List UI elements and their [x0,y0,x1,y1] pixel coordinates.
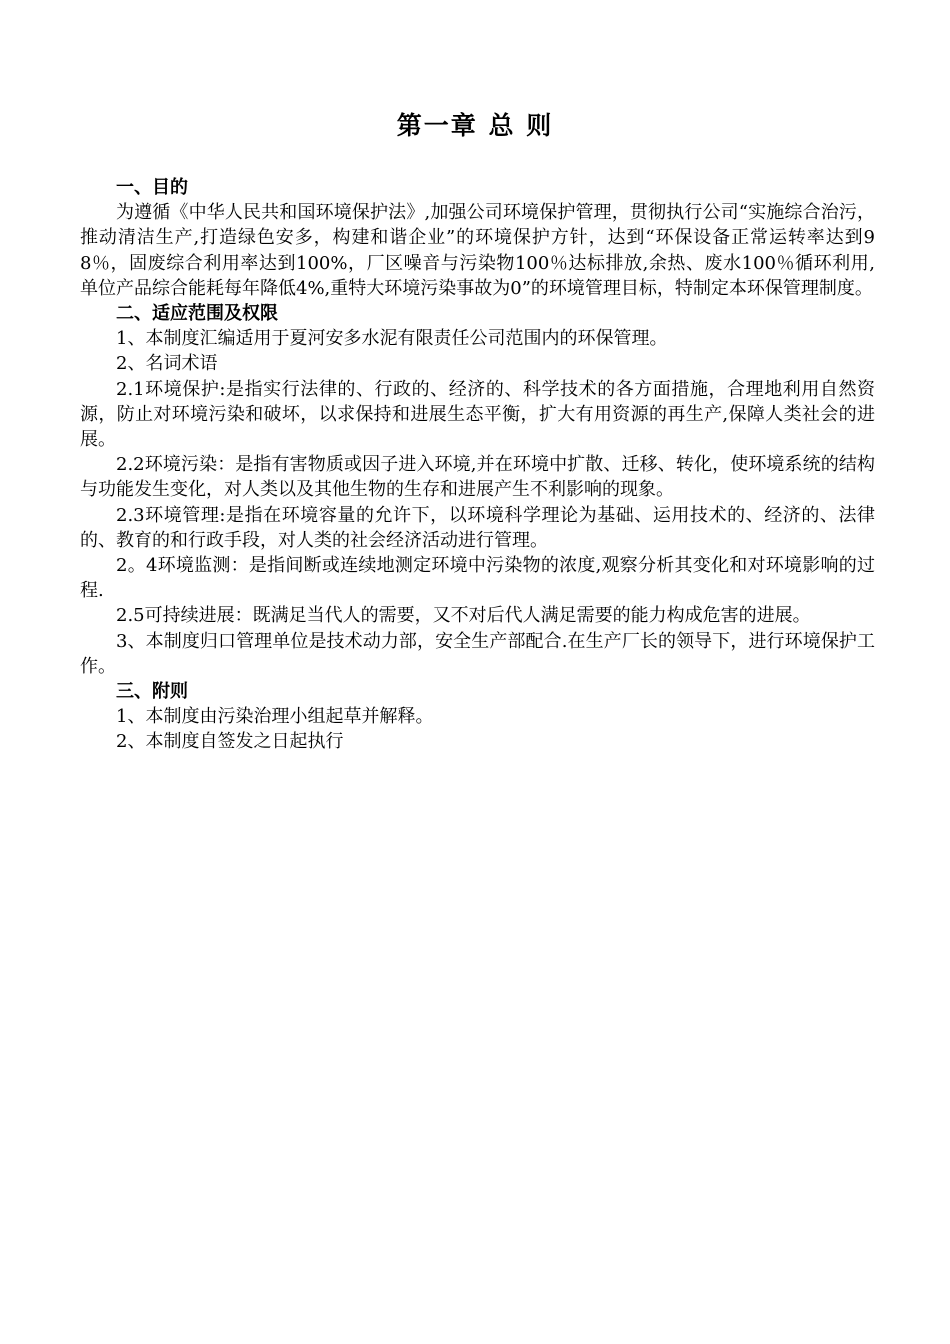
terms-heading-paragraph: 2、名词术语 [116,353,218,375]
term-environmental-protection: 2.1环境保护:是指实行法律的、行政的、经济的、科学技术的各方面措施，合理地利用自然资源，防止对环境污染和破坏，以求保持和进展生态平衡，扩大有用资源的再生产,保障人类社会的进展。 [80,378,875,451]
term-sustainable-development: 2.5可持续进展：既满足当代人的需要，又不对后代人满足需要的能力构成危害的进展。 [116,605,811,627]
scope-paragraph: 1、本制度汇编适用于夏河安多水泥有限责任公司范围内的环保管理。 [116,328,668,350]
section-heading-purpose: 一、目的 [116,177,188,198]
section-heading-supplementary: 三、附则 [116,681,188,703]
term-environmental-monitoring: 2。4环境监测：是指间断或连续地测定环境中污染物的浓度,观察分析其变化和对环境影响的过程. [80,555,875,602]
chapter-title: 第一章 总 则 [396,111,554,140]
responsible-department-paragraph: 3、本制度归口管理单位是技术动力部，安全生产部配合.在生产厂长的领导下，进行环境保护工作。 [80,630,875,677]
term-environmental-pollution: 2.2环境污染：是指有害物质或因子进入环境,并在环境中扩散、迁移、转化，使环境系统的结构与功能发生变化，对人类以及其他生物的生存和进展产生不利影响的现象。 [80,454,875,501]
term-environmental-management: 2.3环境管理:是指在环境容量的允许下，以环境科学理论为基础、运用技术的、经济的、法律的、教育的和行政手段，对人类的社会经济活动进行管理。 [80,504,875,551]
section-heading-scope: 二、适应范围及权限 [116,303,278,325]
purpose-paragraph: 为遵循《中华人民共和国环境保护法》,加强公司环境保护管理，贯彻执行公司“实施综合治污，推动清洁生产,打造绿色安多，构建和谐企业”的环境保护方针，达到“环保设备正常运转率达到98％，固废综合利用率达到100%，厂区噪音与污染物100％达标排放,余热、废水100％循环利用, 单位产品综合能耗每年降低4%,重特大环境污染事故为0”的环境管理目标，特制定本环保管理制度。 [80,202,875,299]
supplementary-paragraph-effective: 2、本制度自签发之日起执行 [116,731,344,753]
document-body [80,175,875,755]
supplementary-paragraph-drafting: 1、本制度由污染治理小组起草并解释。 [116,706,434,728]
